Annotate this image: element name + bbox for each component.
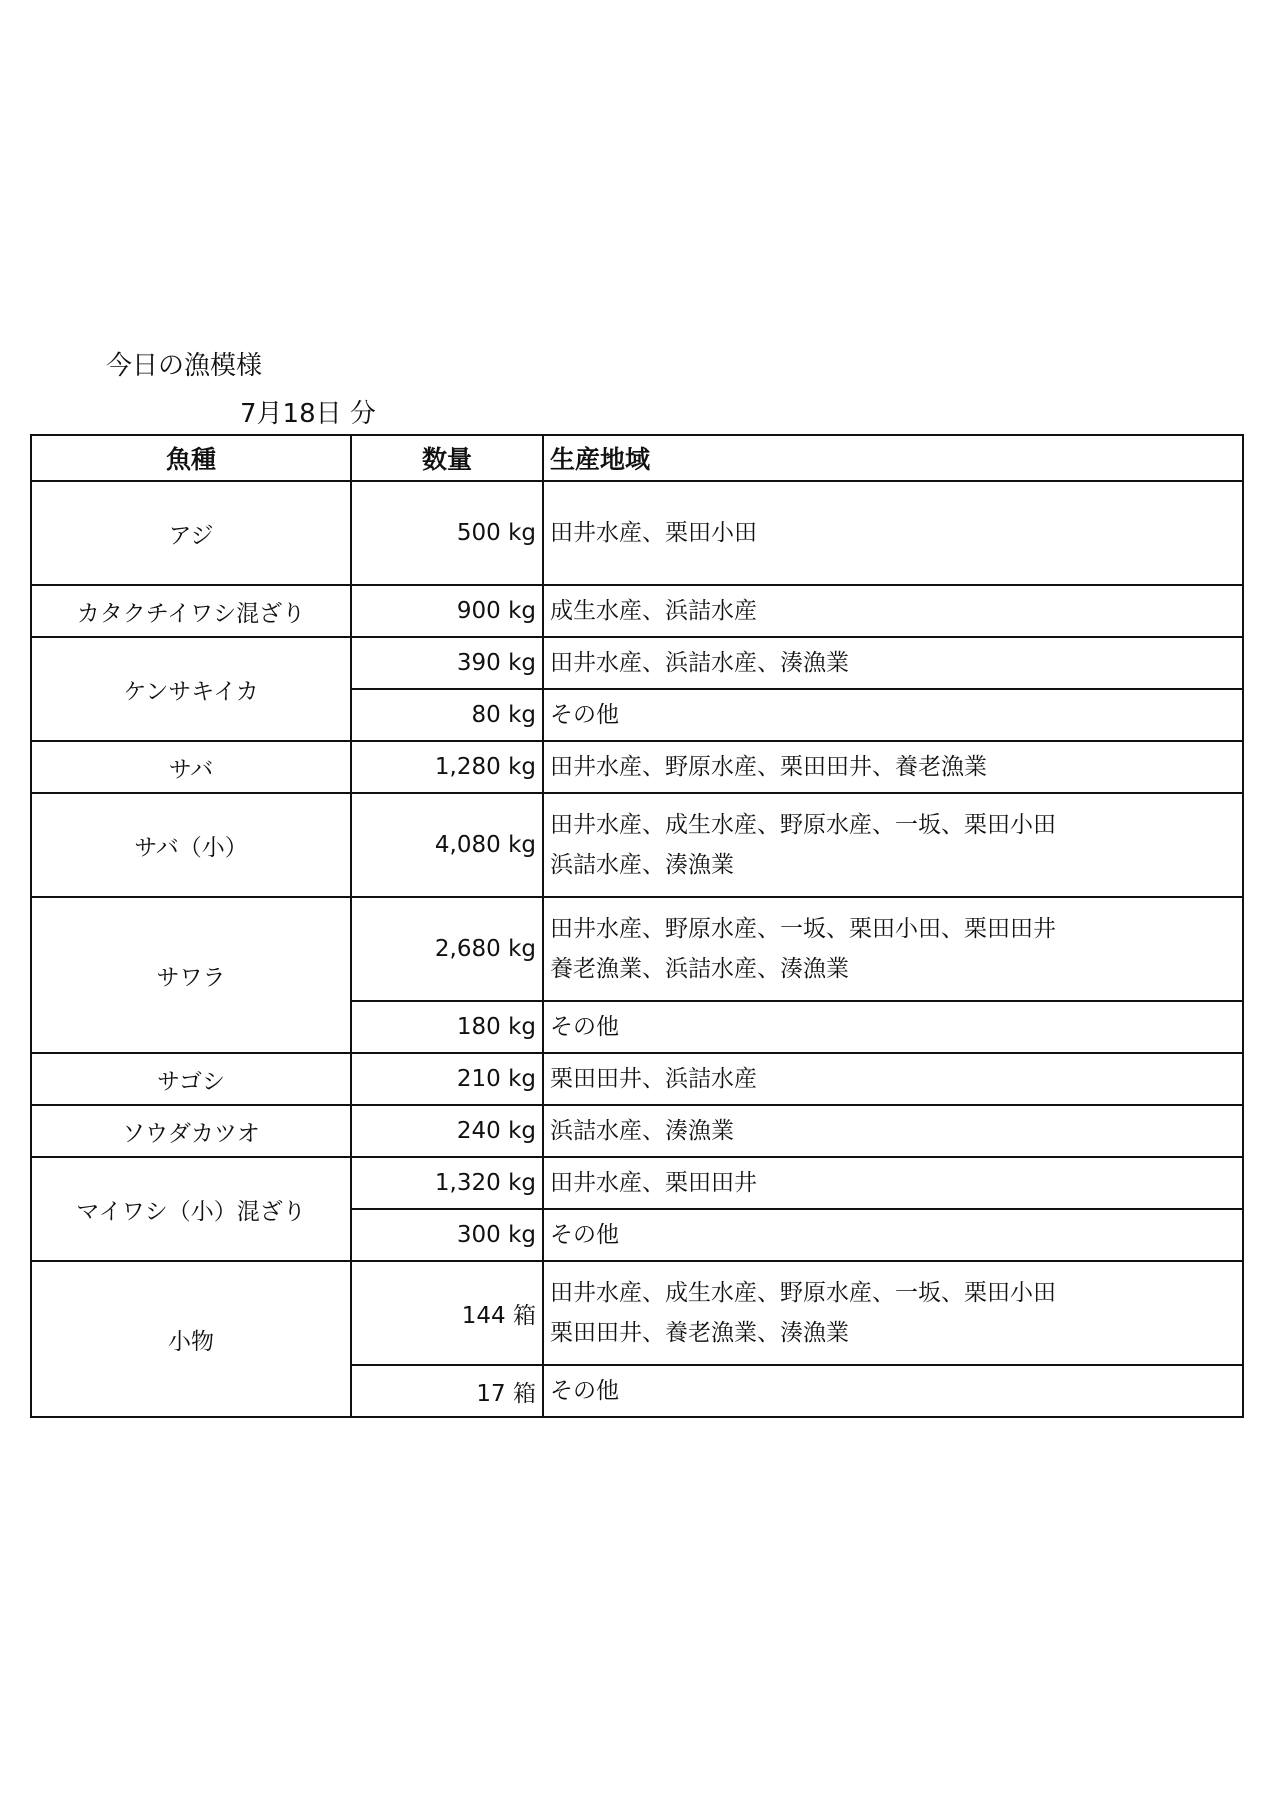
table-row [31, 897, 1243, 1001]
quantity-cell: 17 箱 [351, 1365, 543, 1417]
species-cell: サバ [31, 741, 351, 793]
region-line: その他 [550, 702, 619, 728]
table-row [31, 1157, 1243, 1209]
species-cell: カタクチイワシ混ざり [31, 585, 351, 637]
region-line: 田井水産、栗田小田 [550, 520, 757, 546]
quantity-cell: 390 kg [351, 637, 543, 689]
region-line: 栗田田井、浜詰水産 [550, 1066, 757, 1092]
table-header-row [31, 435, 1243, 481]
species-cell: アジ [31, 481, 351, 585]
species-cell: ケンサキイカ [31, 637, 351, 741]
species-cell: ソウダカツオ [31, 1105, 351, 1157]
species-cell: サワラ [31, 897, 351, 1053]
region-cell [543, 897, 1243, 1001]
region-line: 田井水産、野原水産、栗田田井、養老漁業 [550, 754, 987, 780]
quantity-cell: 240 kg [351, 1105, 543, 1157]
region-cell [543, 1209, 1243, 1261]
quantity-cell: 500 kg [351, 481, 543, 585]
region-line: 浜詰水産、湊漁業 [550, 1118, 734, 1144]
table-row [31, 1053, 1243, 1105]
table-row [31, 637, 1243, 689]
region-cell [543, 585, 1243, 637]
region-line: その他 [550, 1378, 619, 1404]
region-line: 養老漁業、浜詰水産、湊漁業 [550, 956, 849, 982]
region-line: 浜詰水産、湊漁業 [550, 852, 734, 878]
quantity-cell: 80 kg [351, 689, 543, 741]
region-cell [543, 1157, 1243, 1209]
region-line: 田井水産、成生水産、野原水産、一坂、栗田小田 [550, 812, 1056, 838]
quantity-cell: 900 kg [351, 585, 543, 637]
header-region: 生産地域 [543, 435, 1243, 481]
region-line: その他 [550, 1222, 619, 1248]
region-cell [543, 1105, 1243, 1157]
region-line: 田井水産、栗田田井 [550, 1170, 757, 1196]
species-cell: 小物 [31, 1261, 351, 1417]
table-row [31, 793, 1243, 897]
region-cell [543, 481, 1243, 585]
region-cell [543, 1053, 1243, 1105]
region-line: 田井水産、成生水産、野原水産、一坂、栗田小田 [550, 1280, 1056, 1306]
quantity-cell: 180 kg [351, 1001, 543, 1053]
header-quantity: 数量 [351, 435, 543, 481]
table-row [31, 481, 1243, 585]
region-cell [543, 1365, 1243, 1417]
quantity-cell: 210 kg [351, 1053, 543, 1105]
region-line: 田井水産、野原水産、一坂、栗田小田、栗田田井 [550, 916, 1056, 942]
catch-table [30, 434, 1244, 1418]
quantity-cell: 1,320 kg [351, 1157, 543, 1209]
quantity-cell: 2,680 kg [351, 897, 543, 1001]
region-cell [543, 741, 1243, 793]
table-row [31, 1105, 1243, 1157]
table-row [31, 741, 1243, 793]
table-row [31, 585, 1243, 637]
region-cell [543, 1261, 1243, 1365]
quantity-cell: 144 箱 [351, 1261, 543, 1365]
table-body [31, 481, 1243, 1417]
species-cell: サゴシ [31, 1053, 351, 1105]
region-line: 成生水産、浜詰水産 [550, 598, 757, 624]
region-line: その他 [550, 1014, 619, 1040]
quantity-cell: 1,280 kg [351, 741, 543, 793]
region-line: 田井水産、浜詰水産、湊漁業 [550, 650, 849, 676]
date-label: 7月18日 分 [240, 399, 376, 429]
header-species: 魚種 [31, 435, 351, 481]
page-title: 今日の漁模様 [106, 351, 263, 381]
quantity-cell: 4,080 kg [351, 793, 543, 897]
species-cell: サバ（小） [31, 793, 351, 897]
region-cell [543, 793, 1243, 897]
region-cell [543, 689, 1243, 741]
table-row [31, 1261, 1243, 1365]
species-cell: マイワシ（小）混ざり [31, 1157, 351, 1261]
region-cell [543, 637, 1243, 689]
quantity-cell: 300 kg [351, 1209, 543, 1261]
region-cell [543, 1001, 1243, 1053]
region-line: 栗田田井、養老漁業、湊漁業 [550, 1320, 849, 1346]
